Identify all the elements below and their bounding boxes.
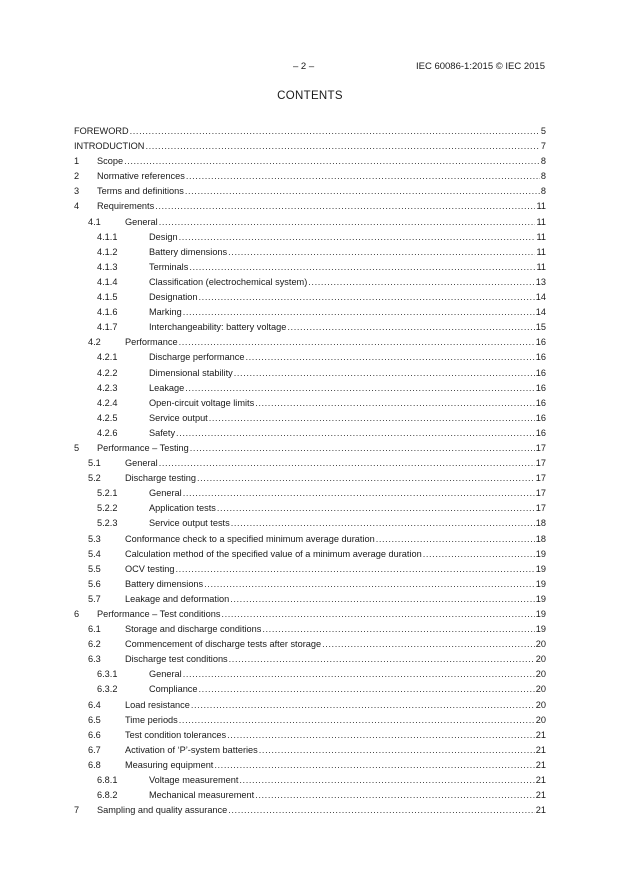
toc-entry-line	[125, 713, 546, 728]
toc-entry[interactable]	[74, 215, 546, 230]
toc-dot-leader	[183, 667, 535, 682]
toc-entry-page: 16	[535, 367, 546, 378]
toc-entry[interactable]	[74, 622, 546, 637]
toc-entry-number: 6.3.2	[97, 684, 118, 695]
toc-entry[interactable]	[74, 486, 546, 501]
toc-entry-line	[125, 637, 546, 652]
toc-entry-page: 21	[535, 805, 546, 816]
toc-entry-page: 14	[535, 292, 546, 303]
toc-entry-title: Leakage and deformation	[125, 593, 230, 604]
toc-entry-line	[125, 758, 546, 773]
toc-entry-page: 21	[535, 759, 546, 770]
toc-entry-line	[149, 773, 546, 788]
toc-entry-title: Design	[149, 231, 178, 242]
standard-reference-header: IEC 60086-1:2015 © IEC 2015	[415, 61, 545, 72]
toc-entry-page: 16	[535, 427, 546, 438]
toc-entry-number: 4.1.4	[97, 276, 118, 287]
toc-entry-line	[125, 728, 546, 743]
toc-entry[interactable]	[74, 124, 546, 139]
toc-entry-page: 11	[536, 201, 546, 212]
toc-dot-leader	[185, 184, 540, 199]
toc-entry-page: 8	[540, 186, 546, 197]
toc-dot-leader	[185, 381, 535, 396]
toc-entry-number: 5.7	[88, 593, 101, 604]
toc-entry-line	[149, 305, 546, 320]
toc-entry-line	[149, 260, 546, 275]
toc-entry-number: 5.2.1	[97, 488, 118, 499]
toc-entry-line	[149, 682, 546, 697]
toc-entry[interactable]	[74, 788, 546, 803]
toc-entry-number: 6.1	[88, 624, 101, 635]
toc-entry-line	[125, 592, 546, 607]
toc-entry-line	[149, 426, 546, 441]
toc-entry-page: 17	[535, 488, 546, 499]
toc-entry-number: 4.2	[88, 337, 101, 348]
toc-entry[interactable]	[74, 320, 546, 335]
toc-entry[interactable]	[74, 305, 546, 320]
toc-entry-line	[125, 547, 546, 562]
toc-entry-title: Interchangeability: battery voltage	[149, 322, 287, 333]
toc-dot-leader	[191, 698, 535, 713]
toc-entry-number: 4.2.4	[97, 397, 118, 408]
toc-entry-line	[149, 366, 546, 381]
toc-entry-title: Compliance	[149, 684, 198, 695]
toc-entry-line	[74, 124, 546, 139]
toc-entry-number: 5.5	[88, 563, 101, 574]
toc-entry-page: 18	[535, 518, 546, 529]
toc-entry-line	[125, 622, 546, 637]
toc-entry-title: Storage and discharge conditions	[125, 624, 262, 635]
toc-entry[interactable]	[74, 275, 546, 290]
toc-entry-line	[149, 245, 546, 260]
toc-dot-leader	[179, 335, 535, 350]
toc-entry[interactable]	[74, 290, 546, 305]
toc-entry-number: 6.3.1	[97, 669, 118, 680]
toc-entry-line	[125, 456, 546, 471]
toc-entry[interactable]	[74, 381, 546, 396]
toc-dot-leader	[287, 320, 534, 335]
toc-entry-line	[149, 275, 546, 290]
toc-dot-leader	[259, 743, 535, 758]
toc-entry-line	[97, 199, 546, 214]
toc-entry[interactable]	[74, 547, 546, 562]
toc-entry-line	[149, 396, 546, 411]
toc-entry-page: 14	[535, 307, 546, 318]
toc-entry-title: Performance – Test conditions	[97, 609, 221, 619]
toc-entry[interactable]	[74, 139, 546, 154]
toc-entry-page: 21	[535, 790, 546, 801]
toc-entry[interactable]	[74, 169, 546, 184]
toc-entry-number: 5.2.3	[97, 518, 118, 529]
toc-dot-leader	[228, 245, 535, 260]
toc-entry-title: General	[125, 458, 158, 469]
toc-dot-leader	[124, 154, 540, 169]
toc-dot-leader	[183, 486, 535, 501]
toc-dot-leader	[155, 199, 535, 214]
toc-entry[interactable]	[74, 682, 546, 697]
toc-dot-leader	[209, 411, 535, 426]
toc-entry-title: General	[149, 669, 182, 680]
toc-entry[interactable]	[74, 773, 546, 788]
toc-entry-page: 16	[535, 382, 546, 393]
toc-entry-title: Leakage	[149, 382, 185, 393]
toc-entry-number: 4	[74, 201, 80, 212]
toc-entry[interactable]	[74, 184, 546, 199]
toc-entry-title: Activation of ‘P’-system batteries	[125, 744, 258, 755]
toc-entry-line	[97, 803, 546, 818]
toc-dot-leader	[179, 713, 535, 728]
toc-entry-page: 19	[535, 609, 546, 619]
toc-dot-leader	[190, 441, 535, 456]
toc-entry[interactable]	[74, 743, 546, 758]
toc-entry[interactable]	[74, 532, 546, 547]
toc-entry-number: 5.1	[88, 458, 101, 469]
toc-entry-line	[125, 743, 546, 758]
toc-entry-number: 4.1.6	[97, 307, 118, 318]
toc-entry-number: 5.3	[88, 533, 101, 544]
toc-entry-page: 20	[535, 654, 546, 665]
toc-entry-page: 15	[535, 322, 546, 333]
toc-entry[interactable]	[74, 366, 546, 381]
toc-entry-title: Discharge test conditions	[125, 654, 228, 665]
toc-entry-number: 4.2.5	[97, 412, 118, 423]
toc-entry-title: Normative references	[97, 171, 185, 182]
toc-entry-line	[149, 230, 546, 245]
toc-entry-page: 17	[535, 473, 546, 484]
toc-entry[interactable]	[74, 199, 546, 214]
toc-entry-title: Load resistance	[125, 699, 190, 710]
toc-entry-line	[125, 562, 546, 577]
toc-entry-title: Dimensional stability	[149, 367, 233, 378]
toc-dot-leader	[199, 682, 535, 697]
toc-entry[interactable]	[74, 652, 546, 667]
toc-entry[interactable]	[74, 230, 546, 245]
toc-entry[interactable]	[74, 577, 546, 592]
toc-entry-number: 4.2.3	[97, 382, 118, 393]
toc-entry-number: 6.8.2	[97, 790, 118, 801]
toc-dot-leader	[204, 577, 535, 592]
toc-entry-number: 3	[74, 186, 80, 197]
toc-dot-leader	[217, 501, 535, 516]
toc-entry[interactable]	[74, 335, 546, 350]
toc-entry-page: 19	[535, 624, 546, 635]
toc-entry-title: Calculation method of the specified value of a minimum average duration	[125, 548, 422, 559]
toc-entry-number: 6.7	[88, 744, 101, 755]
toc-entry[interactable]	[74, 441, 546, 456]
toc-entry-page: 8	[540, 156, 546, 167]
toc-entry[interactable]	[74, 803, 546, 818]
toc-entry-title: Time periods	[125, 714, 178, 725]
toc-entry-page: 20	[535, 714, 546, 725]
toc-entry-page: 21	[535, 729, 546, 740]
toc-entry-number: 6.4	[88, 699, 101, 710]
toc-entry-number: 7	[74, 805, 80, 816]
toc-entry-line	[97, 154, 546, 169]
toc-entry-title: Safety	[149, 427, 176, 438]
toc-entry-page: 20	[535, 669, 546, 680]
toc-entry-title: Discharge testing	[125, 473, 196, 484]
toc-entry-line	[125, 471, 546, 486]
toc-entry-title: Voltage measurement	[149, 775, 239, 786]
toc-entry-number: 4.1.7	[97, 322, 118, 333]
toc-entry[interactable]	[74, 728, 546, 743]
toc-entry-line	[125, 698, 546, 713]
toc-entry-number: 6.5	[88, 714, 101, 725]
toc-entry-title: Terminals	[149, 261, 189, 272]
toc-entry-number: 5.4	[88, 548, 101, 559]
toc-dot-leader	[176, 426, 535, 441]
toc-entry-line	[149, 350, 546, 365]
toc-entry-number: 4.2.1	[97, 352, 118, 363]
toc-entry-number: 4.1	[88, 216, 101, 227]
toc-entry-number: 6.3	[88, 654, 101, 665]
toc-entry[interactable]	[74, 456, 546, 471]
toc-entry-title: Sampling and quality assurance	[97, 805, 228, 816]
toc-entry-line	[149, 320, 546, 335]
toc-entry[interactable]	[74, 411, 546, 426]
toc-entry[interactable]	[74, 562, 546, 577]
toc-dot-leader	[199, 290, 535, 305]
toc-entry-page: 5	[540, 126, 546, 136]
toc-entry-number: 6.6	[88, 729, 101, 740]
toc-dot-leader	[179, 230, 536, 245]
toc-dot-leader	[214, 758, 534, 773]
toc-entry[interactable]	[74, 637, 546, 652]
toc-entry-title: Marking	[149, 307, 182, 318]
toc-dot-leader	[228, 803, 535, 818]
toc-entry-title: OCV testing	[125, 563, 175, 574]
toc-entry-number: 1	[74, 156, 80, 167]
toc-entry-title: Designation	[149, 292, 198, 303]
toc-entry-number: 5.6	[88, 578, 101, 589]
toc-entry[interactable]	[74, 426, 546, 441]
toc-dot-leader	[234, 366, 535, 381]
toc-entry-line	[97, 184, 546, 199]
toc-dot-leader	[227, 728, 535, 743]
toc-entry-title: Discharge performance	[149, 352, 245, 363]
toc-entry-number: 2	[74, 171, 80, 182]
toc-entry-page: 16	[535, 352, 546, 363]
toc-entry-line	[149, 486, 546, 501]
toc-dot-leader	[231, 516, 535, 531]
toc-entry-title: Battery dimensions	[125, 578, 204, 589]
toc-entry-page: 19	[535, 578, 546, 589]
toc-entry-page: 20	[535, 684, 546, 695]
toc-dot-leader	[423, 547, 535, 562]
toc-entry-line	[125, 335, 546, 350]
toc-dot-leader	[262, 622, 534, 637]
toc-dot-leader	[230, 592, 535, 607]
toc-entry[interactable]	[74, 471, 546, 486]
toc-entry-number: 6.8.1	[97, 775, 118, 786]
toc-entry-title: FOREWORD	[74, 126, 129, 136]
toc-dot-leader	[239, 773, 534, 788]
toc-dot-leader	[159, 456, 535, 471]
toc-dot-leader	[255, 788, 535, 803]
toc-entry-number: 4.2.2	[97, 367, 118, 378]
toc-entry[interactable]	[74, 260, 546, 275]
toc-entry-line	[149, 788, 546, 803]
toc-entry-page: 11	[536, 231, 546, 242]
toc-dot-leader	[246, 350, 535, 365]
toc-entry[interactable]	[74, 607, 546, 622]
toc-entry-title: Requirements	[97, 201, 155, 212]
toc-entry-line	[149, 516, 546, 531]
toc-entry-number: 4.2.6	[97, 427, 118, 438]
toc-dot-leader	[186, 169, 540, 184]
toc-entry-number: 5.2	[88, 473, 101, 484]
toc-entry-page: 8	[540, 171, 546, 182]
toc-entry-line	[125, 577, 546, 592]
toc-entry-page: 17	[535, 503, 546, 514]
toc-entry[interactable]	[74, 698, 546, 713]
toc-entry-page: 17	[535, 458, 546, 469]
toc-entry[interactable]	[74, 245, 546, 260]
toc-entry-title: Scope	[97, 156, 124, 167]
page-number-header: – 2 –	[293, 61, 315, 72]
toc-entry-line	[74, 139, 546, 154]
toc-entry-page: 19	[535, 563, 546, 574]
toc-dot-leader	[183, 305, 535, 320]
toc-dot-leader	[176, 562, 535, 577]
toc-entry-page: 21	[535, 744, 546, 755]
toc-entry-title: Commencement of discharge tests after storage	[125, 639, 322, 650]
toc-dot-leader	[255, 396, 535, 411]
toc-dot-leader	[229, 652, 535, 667]
toc-entry-line	[149, 381, 546, 396]
toc-entry-title: Application tests	[149, 503, 216, 514]
toc-entry-title: Test condition tolerances	[125, 729, 227, 740]
toc-entry-page: 20	[535, 639, 546, 650]
toc-entry-page: 13	[535, 276, 546, 287]
toc-entry-line	[97, 607, 546, 622]
toc-entry-line	[125, 532, 546, 547]
toc-entry-line	[97, 441, 546, 456]
toc-entry-page: 21	[535, 775, 546, 786]
toc-entry-number: 6.2	[88, 639, 101, 650]
toc-dot-leader	[189, 260, 535, 275]
toc-entry-title: INTRODUCTION	[74, 141, 145, 152]
toc-dot-leader	[130, 124, 540, 139]
toc-entry-title: Open-circuit voltage limits	[149, 397, 255, 408]
toc-entry-line	[125, 652, 546, 667]
toc-entry[interactable]	[74, 516, 546, 531]
table-of-contents	[74, 124, 546, 818]
toc-entry-number: 4.1.3	[97, 261, 118, 272]
toc-entry-title: Classification (electrochemical system)	[149, 276, 308, 287]
toc-entry-title: Battery dimensions	[149, 246, 228, 257]
toc-entry-number: 5.2.2	[97, 503, 118, 514]
toc-entry-title: Measuring equipment	[125, 759, 214, 770]
toc-entry-title: Terms and definitions	[97, 186, 184, 197]
toc-dot-leader	[322, 637, 535, 652]
toc-entry-page: 18	[535, 533, 546, 544]
toc-entry-title: General	[125, 216, 158, 227]
toc-dot-leader	[376, 532, 535, 547]
toc-entry-line	[149, 501, 546, 516]
toc-entry-page: 16	[535, 397, 546, 408]
toc-dot-leader	[197, 471, 535, 486]
toc-entry[interactable]	[74, 758, 546, 773]
toc-entry-page: 20	[535, 699, 546, 710]
toc-dot-leader	[145, 139, 539, 154]
toc-entry-number: 6	[74, 609, 80, 619]
toc-dot-leader	[159, 215, 536, 230]
toc-entry[interactable]	[74, 501, 546, 516]
toc-entry-number: 5	[74, 442, 80, 453]
toc-entry-number: 4.1.2	[97, 246, 118, 257]
toc-entry-title: Performance – Testing	[97, 442, 189, 453]
toc-entry[interactable]	[74, 396, 546, 411]
toc-entry-page: 19	[535, 593, 546, 604]
toc-entry-line	[149, 290, 546, 305]
toc-entry[interactable]	[74, 154, 546, 169]
toc-entry[interactable]	[74, 713, 546, 728]
toc-entry-title: Service output tests	[149, 518, 230, 529]
toc-entry-line	[149, 667, 546, 682]
toc-entry-title: General	[149, 488, 182, 499]
toc-entry-number: 4.1.5	[97, 292, 118, 303]
toc-entry[interactable]	[74, 592, 546, 607]
toc-entry-line	[149, 411, 546, 426]
toc-entry-title: Mechanical measurement	[149, 790, 255, 801]
toc-entry-page: 11	[536, 216, 546, 227]
toc-dot-leader	[221, 607, 534, 622]
toc-entry-page: 11	[536, 261, 546, 272]
toc-entry-line	[97, 169, 546, 184]
toc-entry-line	[125, 215, 546, 230]
toc-entry-page: 19	[535, 548, 546, 559]
toc-entry-page: 17	[535, 442, 546, 453]
toc-dot-leader	[308, 275, 534, 290]
toc-entry[interactable]	[74, 350, 546, 365]
page-title: CONTENTS	[277, 90, 343, 102]
toc-entry-number: 6.8	[88, 759, 101, 770]
toc-entry-page: 16	[535, 412, 546, 423]
toc-entry-title: Conformance check to a specified minimum average duration	[125, 533, 375, 544]
toc-entry-number: 4.1.1	[97, 231, 118, 242]
toc-entry-page: 11	[536, 246, 546, 257]
toc-entry-page: 7	[540, 141, 546, 152]
toc-entry-title: Service output	[149, 412, 208, 423]
toc-entry-title: Performance	[125, 337, 178, 348]
toc-entry-page: 16	[535, 337, 546, 348]
toc-entry[interactable]	[74, 667, 546, 682]
